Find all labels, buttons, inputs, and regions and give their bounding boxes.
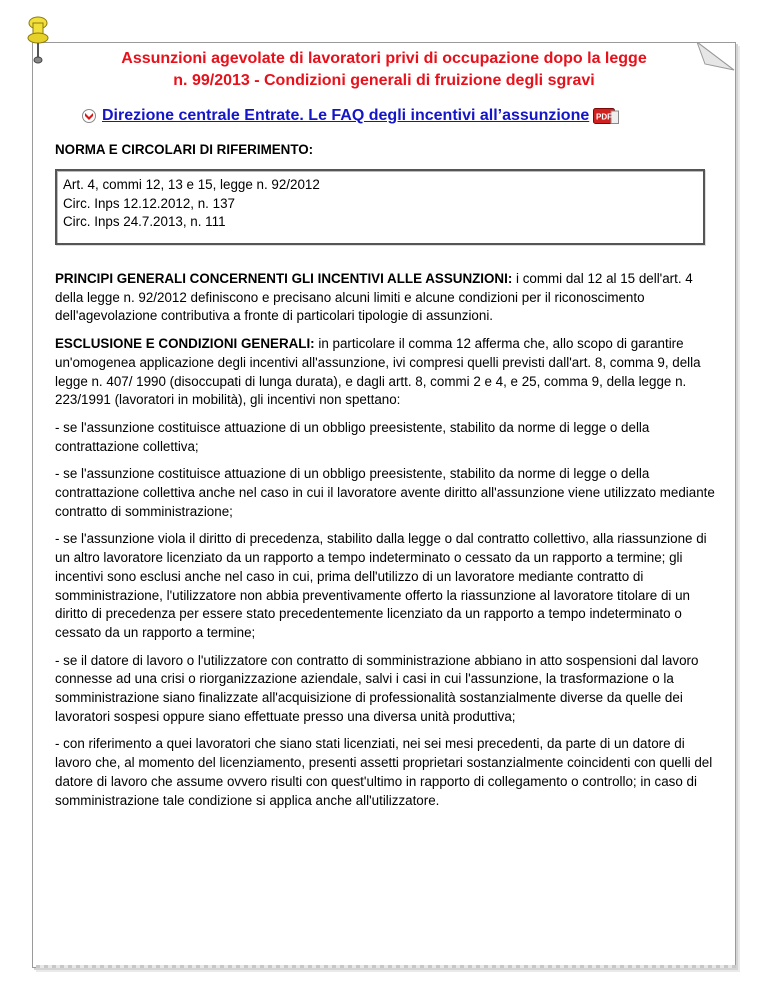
page-bottom-rule [36,965,736,968]
reference-item: Circ. Inps 12.12.2012, n. 137 [63,195,235,211]
condition-item: - con riferimento a quei lavoratori che siano stati licenziati, nei sei mesi precedenti, da parte di un datore di lavoro che, al momento del licenziamento, presenti assetti proprietari sostanzialmente coincidenti con quelli del datore di lavoro che assume ovvero risulti con quest'ultimo in rapporto di collegamento o controllo; in caso di somministrazione tale condizione si applica anche all'utilizzatore. [55,736,713,808]
pushpin-icon [24,14,52,66]
condition-item: - se l'assunzione viola il diritto di precedenza, stabilito dalla legge o dal contratto collettivo, alla riassunzione di un altro lavoratore licenziato da un rapporto a tempo indeterminato o cessato da un rapporto a termine; gli incentivi sono esclusi anche nel caso in cui, prima dell'utilizzo di un lavoratore mediante contratto di somministrazione, l'utilizzatore non abbia preventivamente offerto la riassunzione al lavoratore titolare di un diritto di precedenza per essere stato precedentemente licenziato da un rapporto a tempo indeterminato o cessato da un rapporto a termine; [55,531,707,640]
norma-heading: NORMA E CIRCOLARI DI RIFERIMENTO: [55,142,314,157]
condition-item: - se l'assunzione costituisce attuazione di un obbligo preesistente, stabilito da norme di legge o della contrattazione collettiva anche nel caso in cui il lavoratore avente diritto all'assunzione viene utilizzato mediante contratto di somministrazione; [55,466,715,519]
reference-item: Circ. Inps 24.7.2013, n. 111 [63,214,226,229]
page-title [64,48,704,92]
faq-incentivi-link[interactable]: Direzione centrale Entrate. Le FAQ degli incentivi all’assunzione [102,107,590,124]
esclusione-paragraph [55,335,715,410]
page-title-line-1: Assunzioni agevolate di lavoratori privi di occupazione dopo la legge [121,50,647,67]
main-content [55,270,715,819]
faq-link-row[interactable] [82,104,692,128]
principi-paragraph [55,270,715,326]
reference-item: Art. 4, commi 12, 13 e 15, legge n. 92/2012 [63,177,320,192]
references-box [55,169,705,245]
red-arrow-bullet-icon [82,109,96,123]
principi-heading: PRINCIPI GENERALI CONCERNENTI GLI INCENTIVI ALLE ASSUNZIONI: [55,271,513,286]
pdf-icon-label: PDF [596,112,613,122]
principi-text: i commi dal 12 al 15 dell'art. 4 della legge n. 92/2012 definiscono e precisano alcuni limiti e alcune condizioni per il riconoscimento dell'agevolazione contributiva a fronte di particolari tipologie di assunzioni. [55,271,693,324]
pdf-file-icon[interactable] [593,108,619,124]
condition-item: - se l'assunzione costituisce attuazione di un obbligo preesistente, stabilito da norme di legge o della contrattazione collettiva; [55,419,650,454]
page-title-line-2: n. 99/2013 - Condizioni generali di fruizione degli sgravi [173,72,595,89]
esclusione-text: in particolare il comma 12 afferma che, allo scopo di garantire un'omogenea applicazione degli incentivi all'assunzione, ivi compresi quelli previsti dall'art. 8, comma 9, della legge n. 407/ 1990 (disoccupati di lunga durata), e dagli artt. 8, commi 2 e 4, e 25, comma 9, della legge n. 223/1991 (lavoratori in mobilità), gli incentivi non spettano: [55,336,701,408]
condition-item: - se il datore di lavoro o l'utilizzatore con contratto di somministrazione abbiano in atto sospensioni dal lavoro connesse ad una crisi o riorganizzazione aziendale, salvi i casi in cui l'assunzione, la trasformazione o la somministrazione siano finalizzate all'acquisizione di professionalità sostanzialmente diverse da quelle dei lavoratori sospesi oppure siano effettuate presso una diversa unità produttiva; [55,652,699,724]
esclusione-heading: ESCLUSIONE E CONDIZIONI GENERALI: [55,336,315,352]
